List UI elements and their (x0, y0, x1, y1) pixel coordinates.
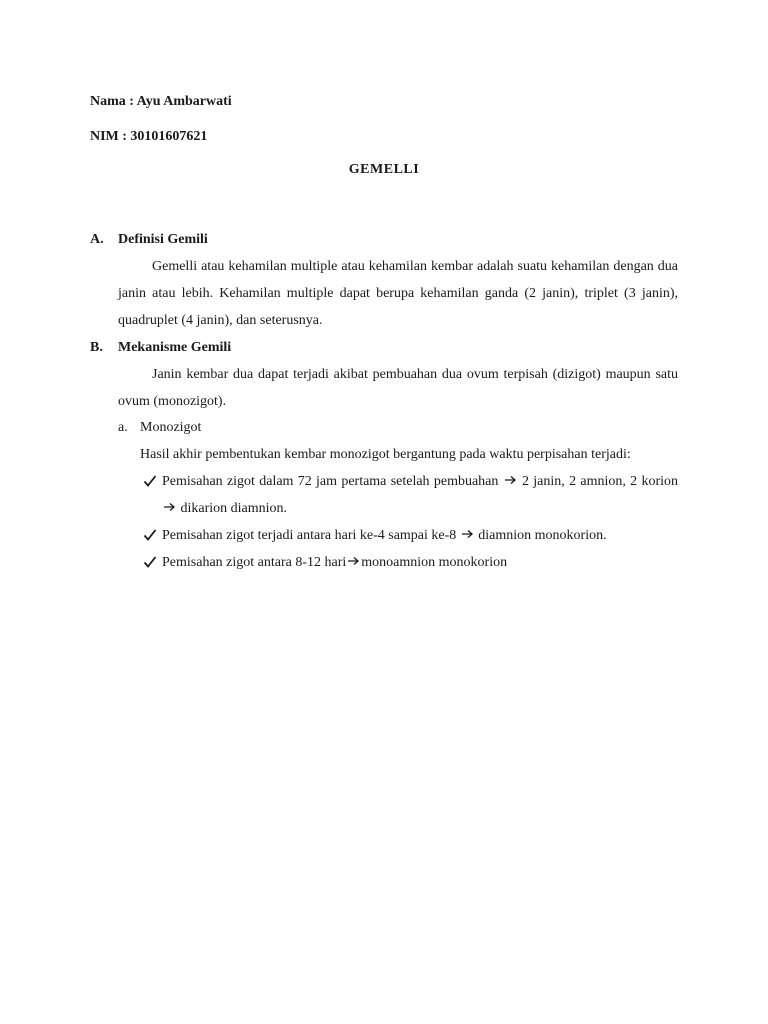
arrow-right-icon (347, 556, 360, 566)
arrow-right-icon (163, 502, 176, 512)
document-title: GEMELLI (348, 162, 420, 177)
checklist-item-text: 2 janin, 2 amnion, 2 korion (521, 474, 678, 489)
checklist-item (162, 549, 678, 576)
arrow-right-icon (504, 475, 517, 485)
section-a-paragraph: Gemelli atau kehamilan multiple atau kehamilan kembar adalah suatu kehamilan dengan dua janin atau lebih. Kehamilan multiple dapat berupa kehamilan ganda (2 janin), triplet (3 janin), quadruplet (4 janin), dan seterusnya. (118, 259, 678, 328)
section-b-letter: B. (90, 340, 103, 355)
checkmark-icon (143, 528, 157, 542)
checklist-item-text: diamnion monokorion. (478, 528, 607, 543)
student-name: Nama : Ayu Ambarwati (90, 94, 232, 109)
checklist-item-text: Pemisahan zigot dalam 72 jam pertama setelah pembuahan (162, 474, 499, 489)
checklist-item (162, 522, 678, 549)
checklist-item-text: monoamnion monokorion (361, 555, 508, 570)
checklist-item-text: Pemisahan zigot terjadi antara hari ke-4 sampai ke-8 (162, 528, 457, 543)
checkmark-icon (143, 474, 157, 488)
section-b-title: Mekanisme Gemili (118, 340, 232, 355)
checklist-item-text: Pemisahan zigot antara 8-12 hari (162, 555, 347, 570)
arrow-right-icon (461, 529, 474, 539)
subsection-a-intro: Hasil akhir pembentukan kembar monozigot bergantung pada waktu perpisahan terjadi: (140, 447, 631, 462)
subsection-a-title: Monozigot (140, 420, 202, 435)
checklist-item-text: dikarion diamnion. (180, 501, 288, 516)
checkmark-icon (143, 555, 157, 569)
student-nim: NIM : 30101607621 (90, 129, 208, 144)
checklist-item (162, 468, 678, 522)
section-a-letter: A. (90, 232, 104, 247)
subsection-a-letter: a. (118, 420, 128, 435)
section-a-title: Definisi Gemili (118, 232, 208, 247)
section-b-paragraph: Janin kembar dua dapat terjadi akibat pembuahan dua ovum terpisah (dizigot) maupun satu ovum (monozigot). (118, 367, 678, 409)
